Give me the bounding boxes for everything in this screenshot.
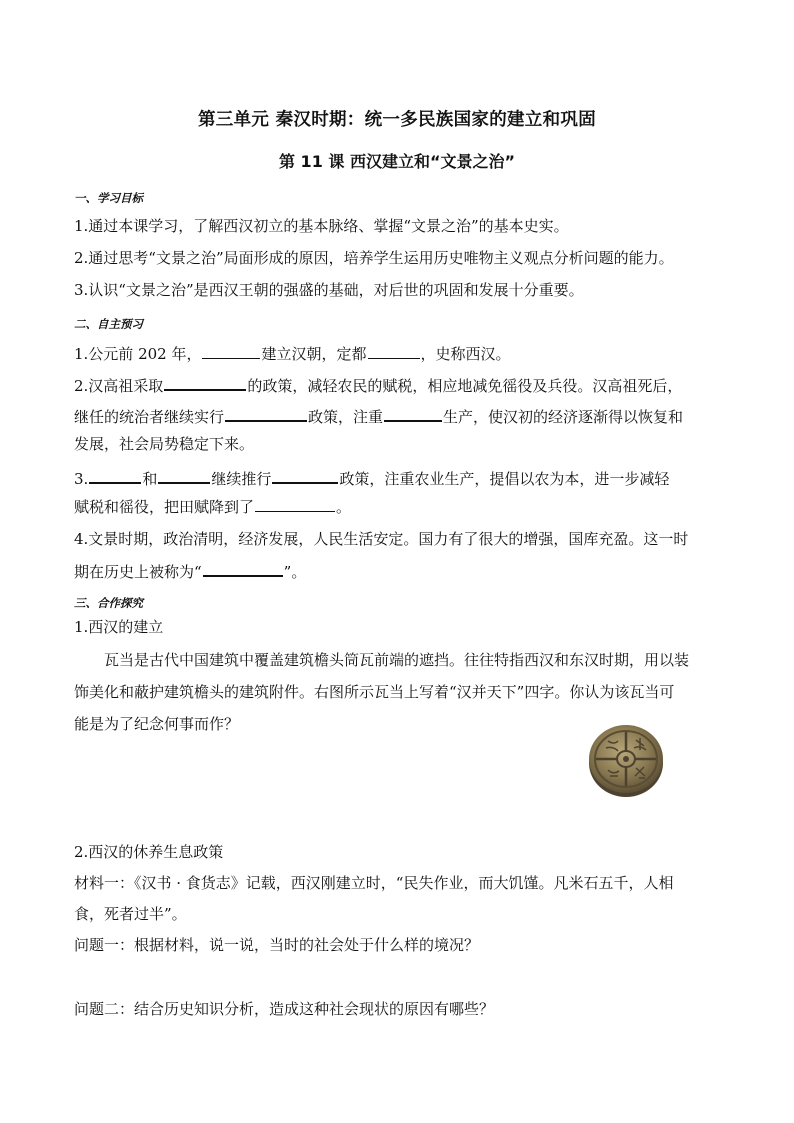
section-heading-preview: 二、自主预习 <box>74 317 143 331</box>
goal-item-1: 1.通过本课学习，了解西汉初立的基本脉络、掌握“文景之治”的基本史实。 <box>74 217 569 235</box>
preview-q2-line3: 发展，社会局势稳定下来。 <box>74 435 255 453</box>
q2-text-d: 政策，注重 <box>308 408 384 426</box>
question-1: 问题一：根据材料，说一说，当时的社会处于什么样的境况？ <box>74 936 480 954</box>
preview-q3-line2 <box>74 496 351 517</box>
goal-item-2: 2.通过思考“文景之治”局面形成的原因，培养学生运用历史唯物主义观点分析问题的能力。 <box>74 249 674 267</box>
preview-q1 <box>74 343 511 364</box>
q3-blank-emperor-2[interactable] <box>158 467 210 484</box>
q3-text-b: 和 <box>142 470 158 488</box>
section-heading-explore: 三、合作探究 <box>74 596 143 610</box>
material1-line2: 食，死者过半”。 <box>74 905 187 923</box>
wadang-roof-tile-image <box>586 716 666 800</box>
q3-blank-emperor-1[interactable] <box>89 467 141 484</box>
q1-text-c: ，史称西汉。 <box>420 345 511 363</box>
question-2: 问题二：结合历史知识分析，造成这种社会现状的原因有哪些？ <box>74 1000 495 1018</box>
q3-text-a: 3. <box>74 470 89 488</box>
explore-part1-para-line1: 瓦当是古代中国建筑中覆盖建筑檐头筒瓦前端的遮挡。往往特指西汉和东汉时期，用以装 <box>104 651 690 669</box>
explore-part1-title: 1.西汉的建立 <box>74 618 164 636</box>
q4-text-a: 期在历史上被称为“ <box>74 563 202 581</box>
preview-q2-line2 <box>74 405 683 427</box>
q1-text-a: 1.公元前 202 年， <box>74 345 202 363</box>
q2-text-c: 继任的统治者继续实行 <box>74 408 225 426</box>
q2-text-b: 的政策，减轻农民的赋税，相应地减免徭役及兵役。汉高祖死后， <box>247 377 683 395</box>
q4-blank-era[interactable] <box>203 560 283 577</box>
preview-q3-line1 <box>74 467 669 489</box>
q2-text-a: 2.汉高祖采取 <box>74 377 164 395</box>
q3-text-d: 政策，注重农业生产，提倡以农为本，进一步减轻 <box>339 470 670 488</box>
q3-blank-policy[interactable] <box>272 467 338 484</box>
explore-part2-title: 2.西汉的休养生息政策 <box>74 843 224 861</box>
section-heading-goals: 一、学习目标 <box>74 191 143 205</box>
explore-part1-para-line2: 饰美化和蔽护建筑檐头的建筑附件。右图所示瓦当上写着“汉并天下”四字。你认为该瓦当可 <box>74 683 675 701</box>
q2-blank-policy[interactable] <box>164 374 246 391</box>
preview-q2-line1 <box>74 374 682 396</box>
q2-blank-policy-2[interactable] <box>225 405 307 422</box>
q1-blank-founder[interactable] <box>202 343 260 359</box>
q3-text-c: 继续推行 <box>211 470 272 488</box>
q3-text-f: 。 <box>336 498 352 516</box>
goal-item-3: 3.认识“文景之治”是西汉王朝的强盛的基础，对后世的巩固和发展十分重要。 <box>74 281 584 299</box>
q2-blank-production[interactable] <box>384 405 442 422</box>
lesson-title: 第 11 课 西汉建立和“文景之治” <box>278 152 515 171</box>
q1-blank-capital[interactable] <box>368 343 420 359</box>
q3-blank-tax[interactable] <box>255 496 335 512</box>
preview-q4-line1: 4.文景时期，政治清明，经济发展，人民生活安定。国力有了很大的增强，国库充盈。这一时 <box>74 530 689 548</box>
q1-text-b: 建立汉朝，定都 <box>261 345 367 363</box>
q2-text-e: 生产，使汉初的经济逐渐得以恢复和 <box>443 408 684 426</box>
preview-q4-line2 <box>74 560 306 582</box>
q3-text-e: 赋税和徭役，把田赋降到了 <box>74 498 255 516</box>
q4-text-b: ”。 <box>283 563 307 581</box>
explore-part1-para-line3: 能是为了纪念何事而作？ <box>74 715 240 733</box>
unit-title: 第三单元 秦汉时期：统一多民族国家的建立和巩固 <box>198 110 596 130</box>
material1-line1: 材料一：《汉书 · 食货志》记载，西汉刚建立时，“民失作业，而大饥馑。凡米石五千，人相 <box>74 874 674 892</box>
